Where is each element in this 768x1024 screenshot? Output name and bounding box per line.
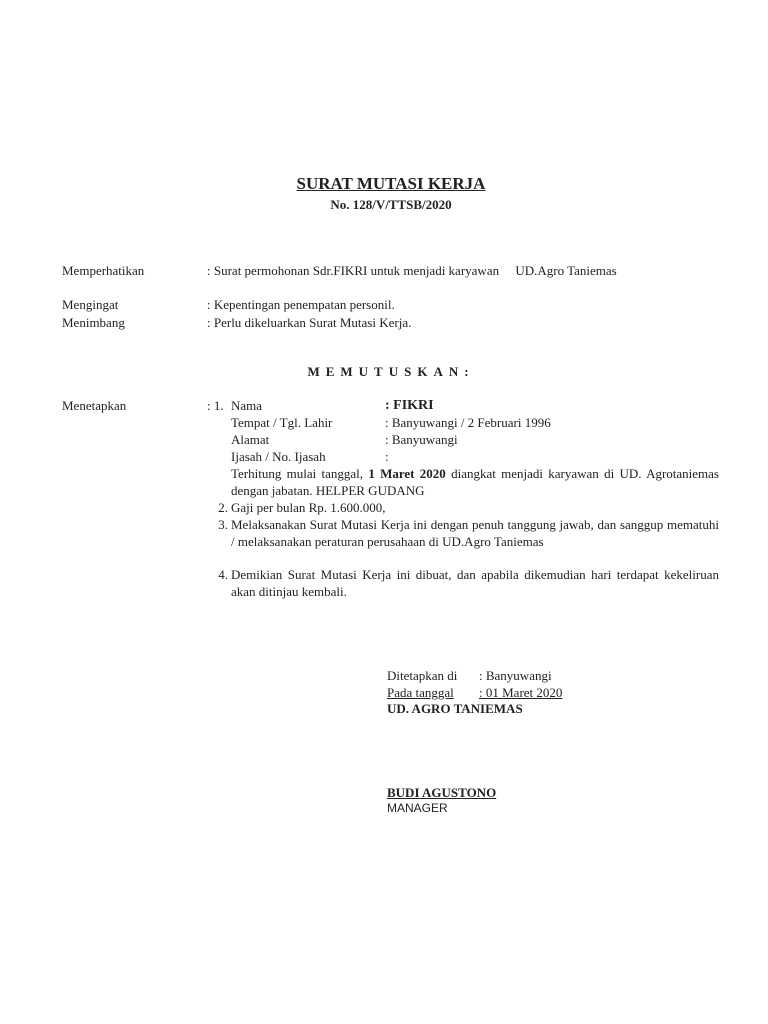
point-2-text: Gaji per bulan Rp. 1.600.000, [231,500,386,515]
point-2-number: 2. [218,500,228,515]
point-4-number: 4. [218,567,228,582]
text-menimbang: : Perlu dikeluarkan Surat Mutasi Kerja. [207,315,412,330]
point-4-text: Demikian Surat Mutasi Kerja ini dibuat, dan apabila dikemudian hari terdapat kekeliruan akan ditinjau kembali. [231,567,719,599]
assignment-post: diangkat menjadi karyawan di UD. Agrotaniemas dengan jabatan. HELPER GUDANG [231,466,719,498]
closing-place-label: Ditetapkan di [387,668,458,683]
assignment-pre: Terhitung mulai tanggal, [231,466,369,481]
employee-diploma-value: : [385,449,389,464]
employee-address-value: : Banyuwangi [385,432,458,447]
assignment-paragraph [231,465,719,499]
closing-company: UD. AGRO TANIEMAS [387,701,523,716]
point-3-number: 3. [218,517,228,532]
signer-name: BUDI AGUSTONO [387,785,497,800]
signer-position: MANAGER [387,801,448,815]
closing-place-value: : Banyuwangi [479,668,552,683]
text-mengingat: : Kepentingan penempatan personil. [207,297,395,312]
decision-heading: MEMUTUSKAN: [307,364,475,379]
assignment-date: 1 Maret 2020 [368,466,446,481]
employee-birth-label: Tempat / Tgl. Lahir [231,415,333,430]
label-menetapkan: Menetapkan [62,398,127,413]
closing-date-value: : 01 Maret 2020 [479,685,563,700]
document-number: No. 128/V/TTSB/2020 [330,197,452,212]
employee-address-label: Alamat [231,432,270,447]
label-menimbang: Menimbang [62,315,125,330]
label-mengingat: Mengingat [62,297,119,312]
text-memperhatikan: : Surat permohonan Sdr.FIKRI untuk menjadi karyawan UD.Agro Taniemas [207,263,617,278]
closing-date-label: Pada tanggal [387,685,454,700]
employee-diploma-label: Ijasah / No. Ijasah [231,449,326,464]
document-title: SURAT MUTASI KERJA [296,174,486,193]
employee-name-label: Nama [231,398,263,413]
employee-name-value: : FIKRI [385,398,434,413]
label-memperhatikan: Memperhatikan [62,263,145,278]
point-3-text: Melaksanakan Surat Mutasi Kerja ini dengan penuh tanggung jawab, dan sanggup mematuhi / melaksanakan peraturan perusahaan di UD.Agro Taniemas [231,517,719,549]
item-1-prefix: : 1. [207,398,224,413]
employee-birth-value: : Banyuwangi / 2 Februari 1996 [385,415,551,430]
